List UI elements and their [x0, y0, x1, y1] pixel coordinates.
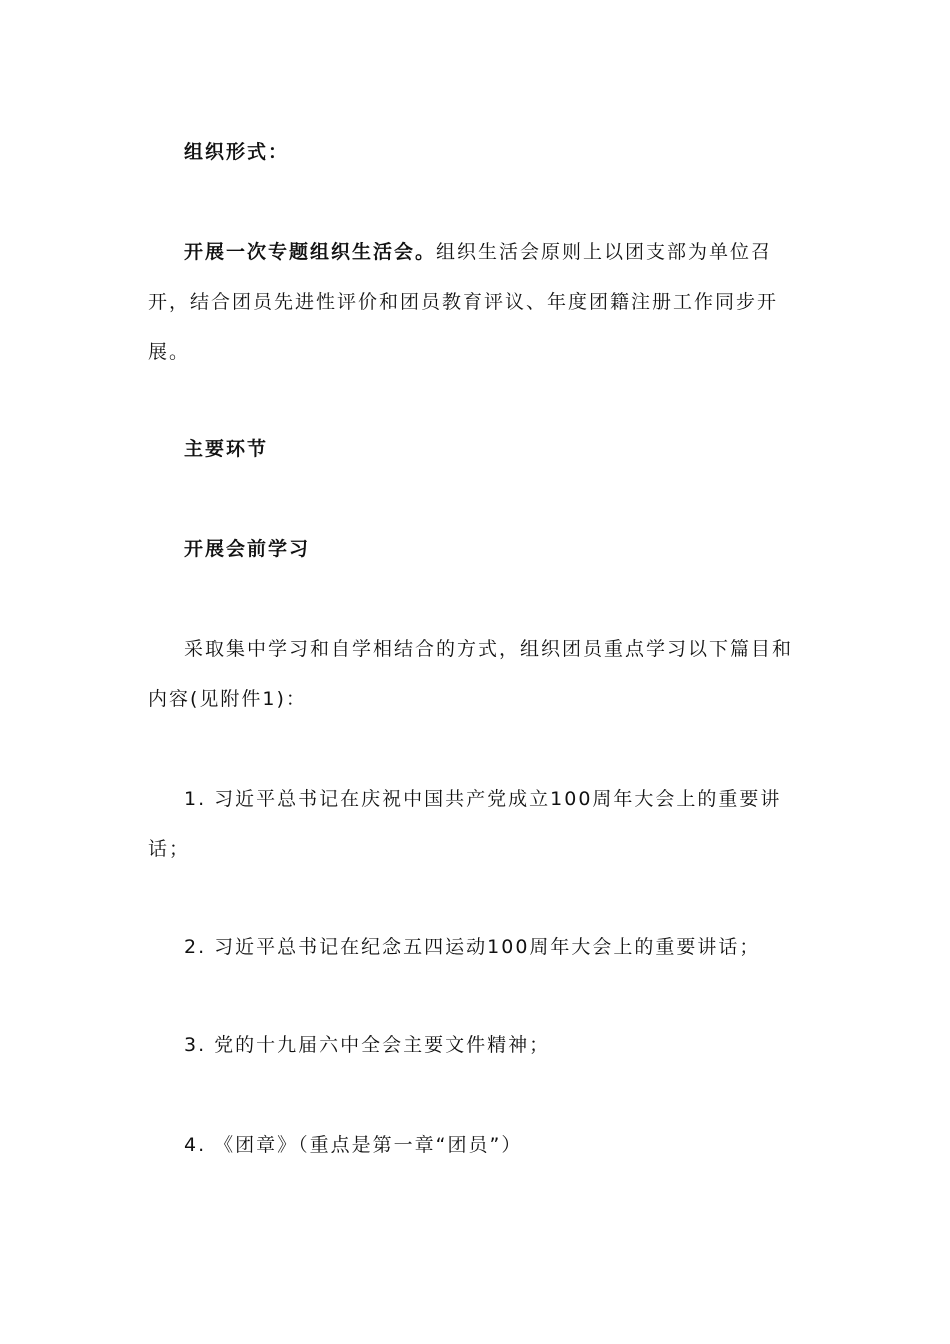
list-item: 3. 党的十九届六中全会主要文件精神；: [184, 1034, 551, 1056]
paragraph-body: 组织生活会原则上以团支部为单位召开，结合团员先进性评价和团员教育评议、年度团籍注册工作同步开展。: [148, 241, 779, 363]
list-item: 1. 习近平总书记在庆祝中国共产党成立100周年大会上的重要讲话；: [148, 788, 782, 860]
heading-main-steps: 主要环节: [184, 438, 269, 460]
list-item: 4. 《团章》（重点是第一章“团员”）: [184, 1134, 523, 1156]
heading-pre-meeting-study: 开展会前学习: [184, 538, 311, 560]
paragraph-study-method: 采取集中学习和自学相结合的方式，组织团员重点学习以下篇目和内容(见附件1)：: [148, 638, 794, 710]
paragraph-lead-bold: 开展一次专题组织生活会。: [184, 241, 437, 263]
heading-organization-form: 组织形式：: [184, 141, 290, 163]
list-item: 2. 习近平总书记在纪念五四运动100周年大会上的重要讲话；: [184, 936, 761, 958]
paragraph-organization-meeting: [148, 227, 808, 377]
